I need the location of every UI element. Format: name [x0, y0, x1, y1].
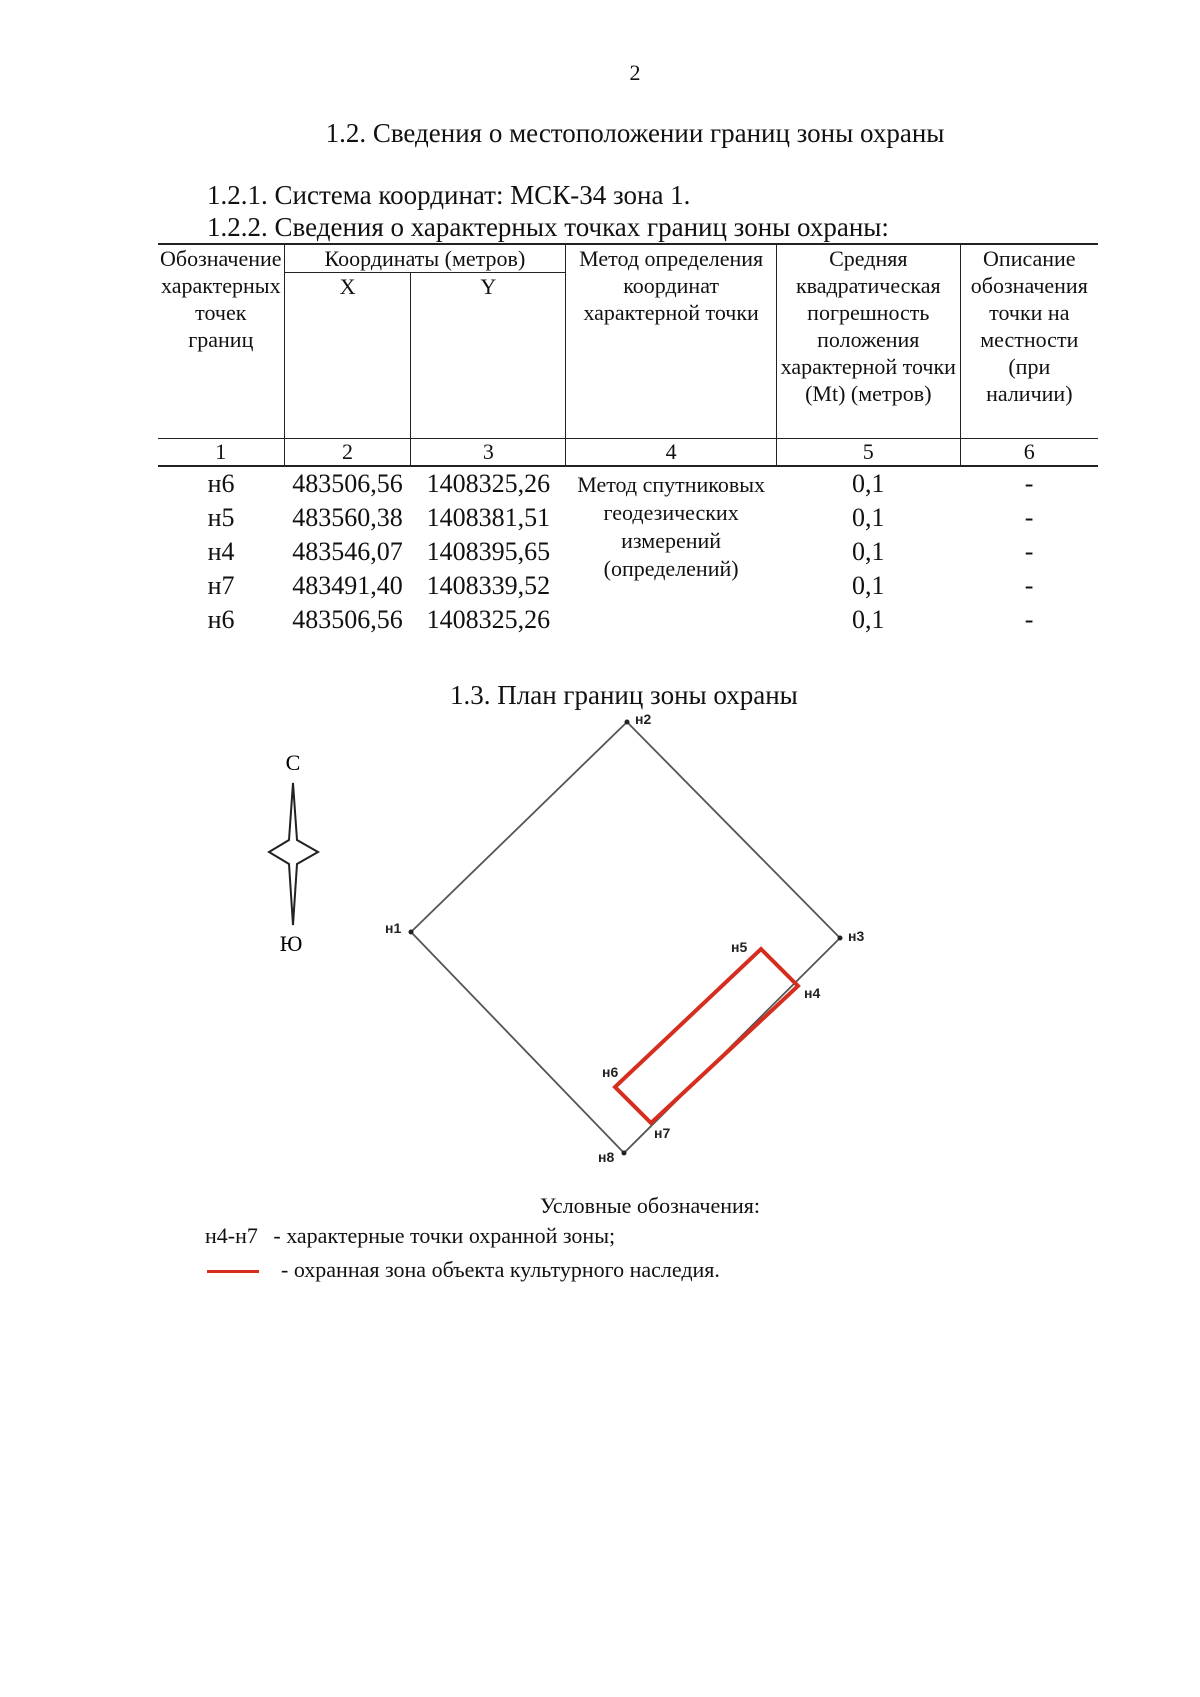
point-y: 1408325,26 — [426, 469, 551, 498]
column-number: 5 — [776, 439, 960, 467]
point-y: 1408339,52 — [426, 571, 551, 600]
outer-boundary — [411, 722, 840, 1153]
point-description: - — [1024, 571, 1034, 600]
point-x: 483506,56 — [292, 469, 403, 498]
point-error: 0,1 — [852, 469, 885, 498]
point-label-n2: н2 — [635, 711, 652, 727]
point-name: н5 — [207, 503, 235, 532]
point-x: 483560,38 — [292, 503, 403, 532]
point-error: 0,1 — [852, 605, 885, 634]
method-cell: Метод спутниковых геодезических измерений (определений) — [577, 472, 766, 581]
south-label: Ю — [279, 931, 303, 956]
point-description: - — [1024, 503, 1034, 532]
point-y: 1408395,65 — [426, 537, 551, 566]
legend-zone-swatch — [207, 1270, 259, 1273]
header-method: Метод определения координат характерной точки — [566, 244, 777, 439]
point-marker — [622, 1151, 627, 1156]
point-x: 483491,40 — [292, 571, 403, 600]
point-label-n3: н3 — [848, 928, 865, 944]
header-y: Y — [411, 273, 566, 439]
header-designation: Обозначение характерных точек границ — [160, 246, 282, 352]
points-heading: 1.2.2. Сведения о характерных точках границ зоны охраны: — [207, 212, 889, 242]
point-description: - — [1024, 469, 1034, 498]
point-label-n8: н8 — [598, 1149, 615, 1165]
header-x: X — [284, 273, 411, 439]
point-label-n4: н4 — [804, 985, 821, 1001]
header-coordinates: Координаты (метров) — [284, 244, 566, 273]
point-marker — [409, 930, 414, 935]
point-x: 483546,07 — [292, 537, 403, 566]
legend-points-key: н4-н7 — [205, 1223, 258, 1248]
north-arrow-icon — [269, 783, 318, 925]
point-label-n1: н1 — [385, 920, 402, 936]
header-error: Средняя квадратическая погрешность положения характерной точки (Mt) (метров) — [776, 244, 960, 439]
point-error: 0,1 — [852, 503, 885, 532]
point-name: н7 — [207, 571, 235, 600]
legend-points-desc: - характерные точки охранной зоны; — [273, 1223, 616, 1248]
point-x: 483506,56 — [292, 605, 403, 634]
protection-zone — [615, 949, 798, 1123]
legend-points-row — [205, 1223, 615, 1249]
point-description: - — [1024, 605, 1034, 634]
column-number: 4 — [566, 439, 777, 467]
north-label: С — [285, 750, 301, 775]
point-name: н6 — [207, 605, 235, 634]
point-label-n7: н7 — [654, 1125, 671, 1141]
column-number: 6 — [960, 439, 1098, 467]
coordinate-system-line: 1.2.1. Система координат: МСК-34 зона 1. — [207, 180, 691, 210]
point-y: 1408381,51 — [426, 503, 551, 532]
point-name: н4 — [207, 537, 235, 566]
column-number: 1 — [158, 439, 284, 467]
column-number: 3 — [411, 439, 566, 467]
point-error: 0,1 — [852, 537, 885, 566]
section-title: 1.2. Сведения о местоположении границ зоны охраны — [325, 118, 945, 148]
point-label-n6: н6 — [602, 1064, 619, 1080]
legend-zone-row — [205, 1257, 720, 1283]
point-y: 1408325,26 — [426, 605, 551, 634]
point-label-n5: н5 — [731, 939, 748, 955]
point-marker — [838, 936, 843, 941]
point-marker — [625, 720, 630, 725]
plan-title: 1.3. План границ зоны охраны — [450, 680, 798, 710]
legend-title: Условные обозначения: — [540, 1193, 761, 1218]
column-number: 2 — [284, 439, 411, 467]
legend-zone-desc: - охранная зона объекта культурного наследия. — [281, 1257, 720, 1282]
header-description: Описание обозначения точки на местности (при наличии) — [960, 244, 1098, 439]
point-description: - — [1024, 537, 1034, 566]
page-number: 2 — [629, 60, 641, 85]
point-error: 0,1 — [852, 571, 885, 600]
point-name: н6 — [207, 469, 235, 498]
